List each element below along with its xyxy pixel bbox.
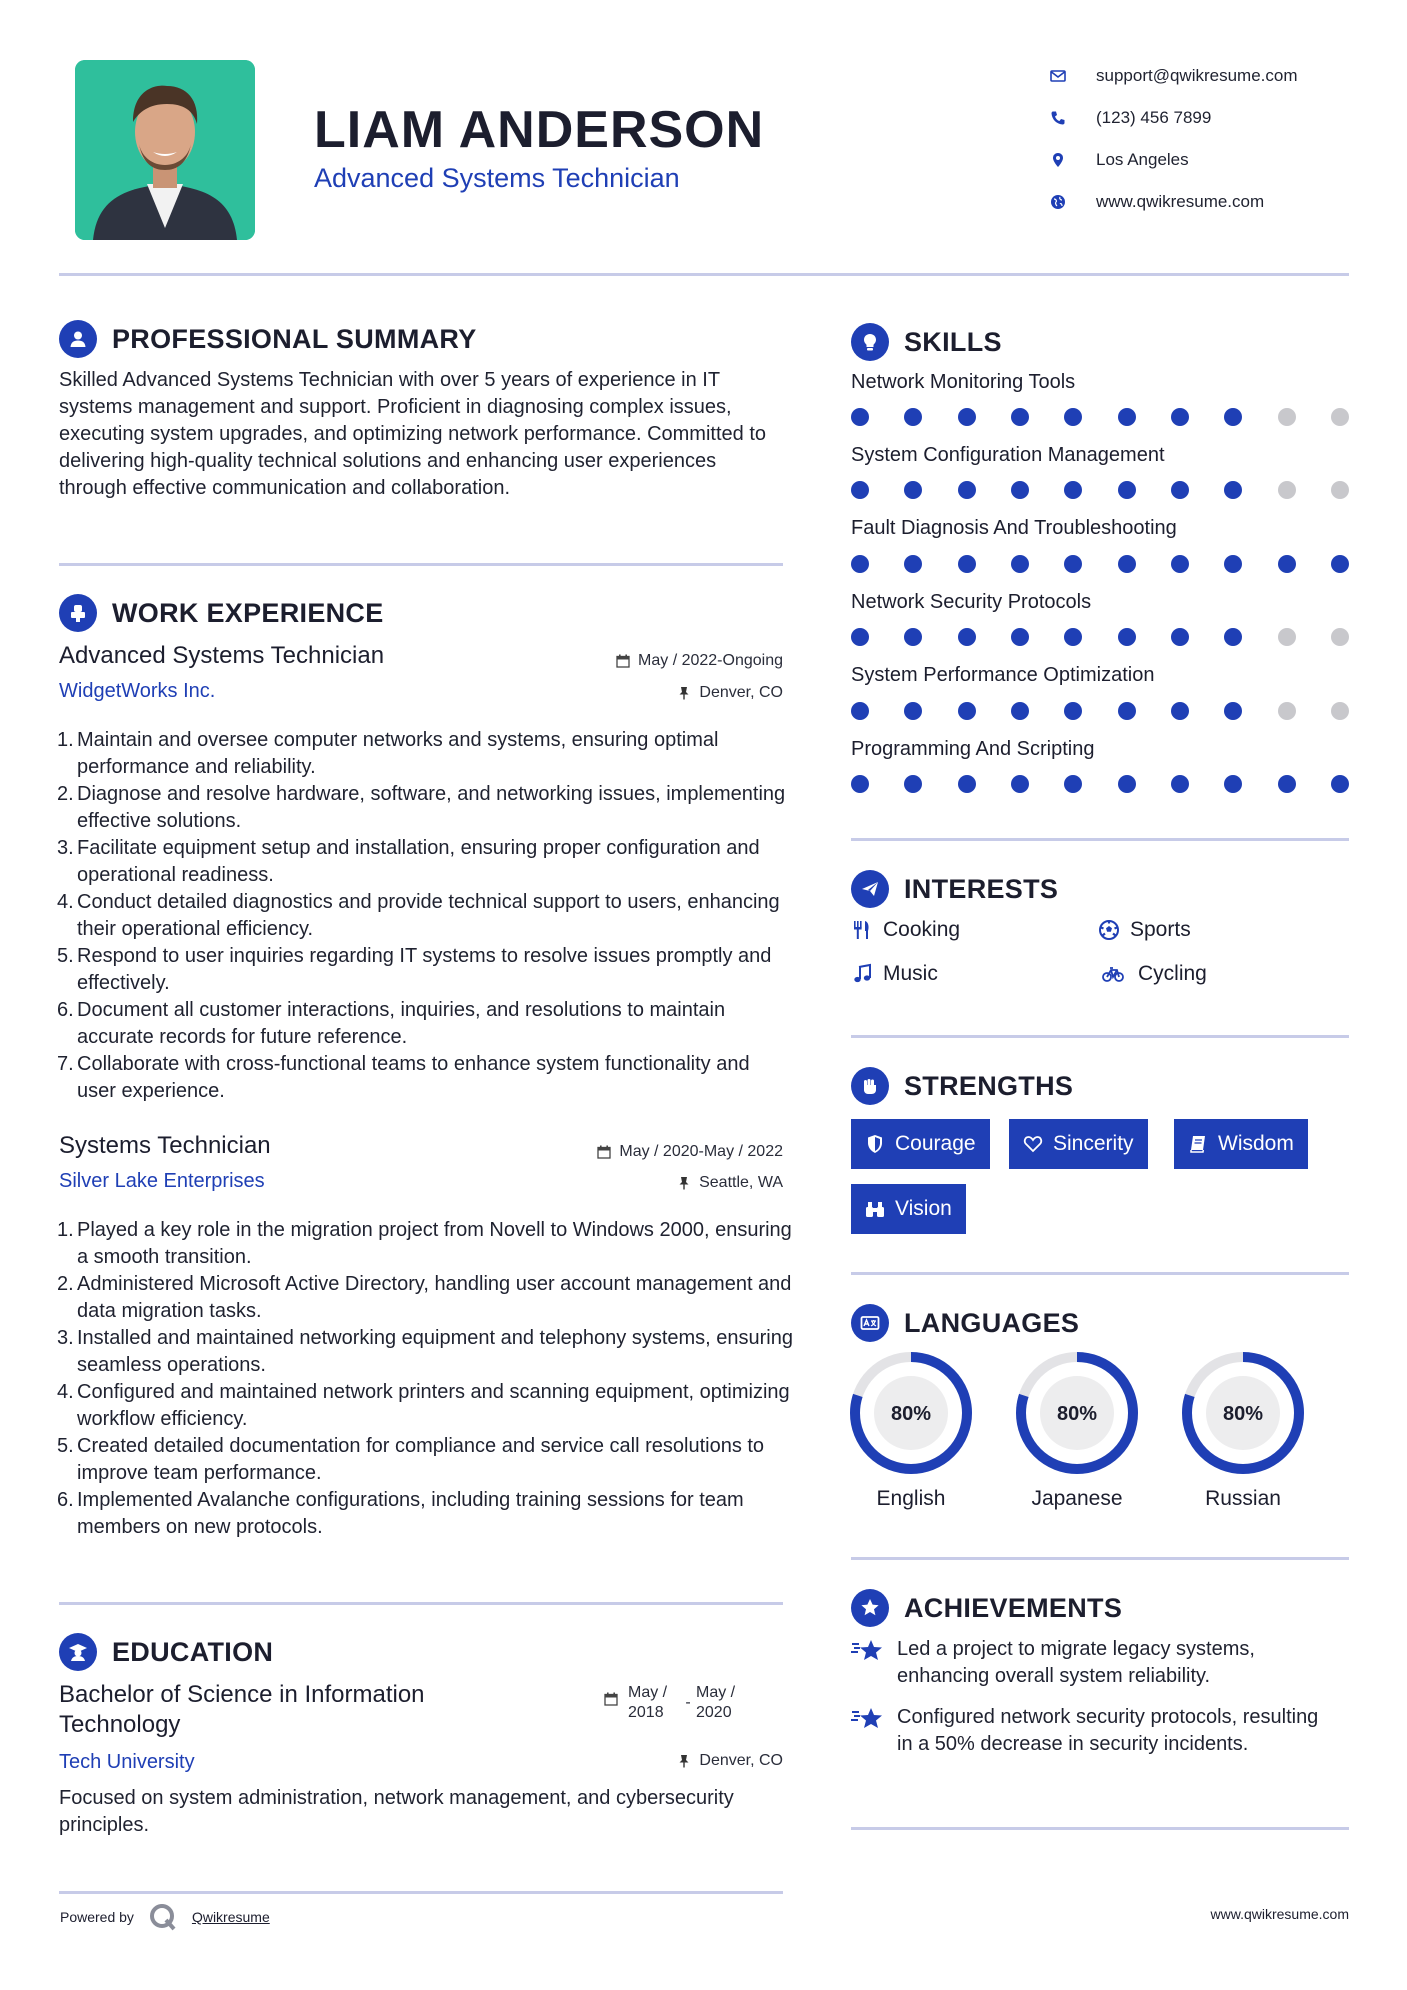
award-star-icon xyxy=(851,1589,889,1627)
candidate-name: LIAM ANDERSON xyxy=(314,101,765,159)
list-item: 1. Maintain and oversee computer networks and systems, ensuring optimal performance and reliability. xyxy=(57,729,719,778)
skill-dot-empty xyxy=(1278,481,1296,499)
education-description: Focused on system administration, network management, and cybersecurity principles. xyxy=(59,1787,734,1836)
language-1-name: English xyxy=(876,1487,946,1510)
interest-cycling: Cycling xyxy=(1098,962,1207,986)
skill-dot-filled xyxy=(958,702,976,720)
skill-dot-filled xyxy=(904,555,922,573)
pushpin-icon xyxy=(677,1754,691,1768)
achievement-2: Configured network security protocols, resulting in a 50% decrease in security incidents. xyxy=(851,1704,1331,1758)
skill-dot-filled xyxy=(1224,628,1242,646)
interests-title: INTERESTS xyxy=(904,873,1059,904)
contact-phone-text: (123) 456 7899 xyxy=(1096,108,1212,127)
skill-dot-filled xyxy=(1224,775,1242,793)
language-2-ring xyxy=(1015,1351,1139,1475)
skill-dot-filled xyxy=(1331,555,1349,573)
skill-dot-empty xyxy=(1331,408,1349,426)
work-title: WORK EXPERIENCE xyxy=(112,597,384,628)
job-2-title: Systems Technician xyxy=(59,1132,271,1159)
achievement-1: Led a project to migrate legacy systems, enhancing overall system reliability. xyxy=(851,1636,1331,1690)
skill-dot-filled xyxy=(851,775,869,793)
summary-divider xyxy=(59,563,783,566)
interest-cooking: Cooking xyxy=(851,918,960,942)
education-date-start: May / 2018 xyxy=(628,1684,668,1721)
skill-dot-filled xyxy=(1171,408,1189,426)
interest-sports: Sports xyxy=(1098,918,1191,942)
skill-dot-filled xyxy=(1171,481,1189,499)
skill-dot-empty xyxy=(1331,481,1349,499)
lightbulb-icon xyxy=(851,323,889,361)
skill-dot-filled xyxy=(1224,481,1242,499)
skill-dot-filled xyxy=(1118,775,1136,793)
skill-4-name: Network Security Protocols xyxy=(851,591,1092,613)
language-icon xyxy=(851,1304,889,1342)
list-item: 2. Administered Microsoft Active Directory, handling user account management and data migration tasks. xyxy=(57,1273,792,1322)
education-location xyxy=(677,1752,783,1770)
skill-dot-empty xyxy=(1331,628,1349,646)
languages-divider xyxy=(851,1557,1349,1560)
star-icon xyxy=(851,1636,885,1666)
powered-by-label: Powered by xyxy=(60,1909,134,1925)
list-item: 3. Facilitate equipment setup and installation, ensuring proper configuration and operational readiness. xyxy=(57,837,760,886)
skill-dot-empty xyxy=(1278,408,1296,426)
paper-plane-icon xyxy=(851,870,889,908)
list-item: 5. Respond to user inquiries regarding IT systems to resolve issues promptly and effectively. xyxy=(57,945,772,994)
job-2-date-text: May / 2020-May / 2022 xyxy=(619,1143,783,1160)
education-school: Tech University xyxy=(59,1751,195,1773)
skill-2-name: System Configuration Management xyxy=(851,444,1165,466)
skill-dot-filled xyxy=(1064,702,1082,720)
calendar-icon xyxy=(604,1692,618,1706)
book-icon xyxy=(1188,1134,1208,1154)
skill-dot-filled xyxy=(1224,408,1242,426)
language-1-percent: 80% xyxy=(890,1403,932,1425)
job-1-location-text: Denver, CO xyxy=(699,684,783,701)
pushpin-icon xyxy=(677,686,691,700)
job-2-company: Silver Lake Enterprises xyxy=(59,1170,265,1192)
footer-website[interactable]: www.qwikresume.com xyxy=(1210,1906,1349,1922)
job-1-title: Advanced Systems Technician xyxy=(59,642,385,669)
strength-wisdom: Wisdom xyxy=(1174,1119,1308,1169)
job-2-duties xyxy=(59,1217,794,1541)
phone-icon xyxy=(1050,110,1080,126)
user-icon xyxy=(59,320,97,358)
skill-dot-filled xyxy=(1171,628,1189,646)
job-1-company: WidgetWorks Inc. xyxy=(59,680,216,702)
strengths-title: STRENGTHS xyxy=(904,1070,1074,1101)
person-portrait-image xyxy=(75,60,255,240)
skill-dot-filled xyxy=(1011,628,1029,646)
utensils-icon xyxy=(851,919,873,941)
skill-dot-filled xyxy=(958,555,976,573)
skill-dot-filled xyxy=(1064,408,1082,426)
skill-dot-filled xyxy=(1011,555,1029,573)
skill-dot-filled xyxy=(851,555,869,573)
map-pin-icon xyxy=(1050,152,1080,168)
work-divider xyxy=(59,1602,783,1605)
bicycle-icon xyxy=(1098,963,1128,985)
skill-dot-filled xyxy=(1118,702,1136,720)
education-degree: Bachelor of Science in Information Technology xyxy=(59,1681,425,1738)
skill-dot-filled xyxy=(904,775,922,793)
skill-dot-filled xyxy=(851,628,869,646)
language-3-name: Russian xyxy=(1205,1487,1281,1510)
skill-dot-filled xyxy=(1011,702,1029,720)
summary-heading xyxy=(59,320,477,358)
briefcase-icon xyxy=(59,594,97,632)
skill-dot-filled xyxy=(1064,775,1082,793)
languages-title: LANGUAGES xyxy=(904,1307,1080,1338)
skill-4-rating xyxy=(851,628,1349,646)
education-dates xyxy=(604,1683,748,1723)
skill-6-rating xyxy=(851,775,1349,793)
footer-powered-by xyxy=(60,1902,270,1932)
skill-dot-filled xyxy=(1331,775,1349,793)
globe-icon xyxy=(1050,194,1080,210)
list-item: 5. Created detailed documentation for compliance and service call resolutions to improve team performance. xyxy=(57,1435,765,1484)
work-heading xyxy=(59,594,384,632)
skill-dot-empty xyxy=(1278,628,1296,646)
languages-heading xyxy=(851,1304,1079,1342)
contact-email-text: support@qwikresume.com xyxy=(1096,66,1298,85)
job-2-date xyxy=(597,1143,783,1161)
skill-dot-filled xyxy=(1064,628,1082,646)
list-item: 2. Diagnose and resolve hardware, software, and networking issues, implementing effective solutions. xyxy=(57,783,786,832)
summary-text: Skilled Advanced Systems Technician with over 5 years of experience in IT systems management and support. Proficient in diagnosing complex issues, executing system upgrades, and optimizing network performance. Committed to delivering high-quality technical solutions and enhancing user experiences through effective communication and collaboration. xyxy=(59,369,767,499)
education-date-end: May / 2020 xyxy=(696,1684,736,1721)
interest-music: Music xyxy=(851,962,938,986)
skill-6-name: Programming And Scripting xyxy=(851,738,1095,760)
job-1-date-text: May / 2022-Ongoing xyxy=(638,652,783,669)
profile-photo xyxy=(75,60,255,240)
binoculars-icon xyxy=(865,1199,885,1219)
skill-dot-filled xyxy=(904,628,922,646)
strength-sincerity: Sincerity xyxy=(1009,1119,1148,1169)
achievements-title: ACHIEVEMENTS xyxy=(904,1592,1123,1623)
calendar-icon xyxy=(597,1145,611,1159)
list-item: 4. Conduct detailed diagnostics and provide technical support to users, enhancing their operational efficiency. xyxy=(57,891,780,940)
list-item: 4. Configured and maintained network printers and scanning equipment, optimizing workflow efficiency. xyxy=(57,1381,790,1430)
skill-3-rating xyxy=(851,555,1349,573)
skill-dot-filled xyxy=(904,702,922,720)
contact-email[interactable] xyxy=(1050,55,1380,97)
interests-heading xyxy=(851,870,1058,908)
music-note-icon xyxy=(851,963,873,985)
list-item: 7. Collaborate with cross-functional teams to enhance system functionality and user experience. xyxy=(57,1053,750,1102)
skill-dot-filled xyxy=(1171,555,1189,573)
skill-dot-filled xyxy=(1118,481,1136,499)
skill-dot-filled xyxy=(904,481,922,499)
skill-dot-filled xyxy=(1171,702,1189,720)
list-item: 6. Document all customer interactions, inquiries, and resolutions to maintain accurate records for future reference. xyxy=(57,999,726,1048)
skill-dot-empty xyxy=(1331,702,1349,720)
skill-dot-filled xyxy=(1118,628,1136,646)
heart-icon xyxy=(1023,1134,1043,1154)
qwikresume-logo-icon xyxy=(148,1902,178,1932)
language-2-name: Japanese xyxy=(1031,1487,1123,1510)
job-1-location xyxy=(677,684,783,702)
skill-5-rating xyxy=(851,702,1349,720)
skill-dot-filled xyxy=(1118,555,1136,573)
skill-dot-filled xyxy=(958,408,976,426)
skill-dot-filled xyxy=(1278,775,1296,793)
skill-dot-filled xyxy=(1011,775,1029,793)
contact-phone[interactable] xyxy=(1050,97,1380,139)
candidate-role: Advanced Systems Technician xyxy=(314,163,680,193)
interests-divider xyxy=(851,1035,1349,1038)
skill-dot-filled xyxy=(1064,481,1082,499)
skill-5-name: System Performance Optimization xyxy=(851,664,1155,686)
graduate-icon xyxy=(59,1633,97,1671)
contact-location-text: Los Angeles xyxy=(1096,150,1189,169)
strength-vision: Vision xyxy=(851,1184,966,1234)
star-icon xyxy=(851,1704,885,1734)
language-3-ring xyxy=(1181,1351,1305,1475)
skill-dot-filled xyxy=(1171,775,1189,793)
strengths-heading xyxy=(851,1067,1073,1105)
skill-dot-filled xyxy=(1224,702,1242,720)
skills-heading xyxy=(851,323,1002,361)
language-3-percent: 80% xyxy=(1222,1403,1264,1425)
shield-icon xyxy=(865,1134,885,1154)
skill-dot-filled xyxy=(1011,481,1029,499)
skill-dot-filled xyxy=(851,481,869,499)
job-1-duties xyxy=(59,727,794,1105)
skill-dot-filled xyxy=(851,702,869,720)
achievements-heading xyxy=(851,1589,1122,1627)
achievements-divider xyxy=(851,1827,1349,1830)
skills-divider xyxy=(851,838,1349,841)
skill-dot-filled xyxy=(1011,408,1029,426)
header-divider xyxy=(59,273,1349,276)
skill-2-rating xyxy=(851,481,1349,499)
strengths-divider xyxy=(851,1272,1349,1275)
strength-courage: Courage xyxy=(851,1119,990,1169)
skill-dot-filled xyxy=(958,775,976,793)
skill-dot-filled xyxy=(958,628,976,646)
soccer-ball-icon xyxy=(1098,919,1120,941)
list-item: 3. Installed and maintained networking equipment and telephony systems, ensuring seamless operations. xyxy=(57,1327,793,1376)
contact-website-text: www.qwikresume.com xyxy=(1096,192,1265,211)
skills-title: SKILLS xyxy=(904,326,1002,357)
contact-website[interactable] xyxy=(1050,181,1380,223)
pushpin-icon xyxy=(677,1176,691,1190)
skill-dot-empty xyxy=(1278,702,1296,720)
skill-dot-filled xyxy=(1278,555,1296,573)
job-2-location xyxy=(677,1174,783,1192)
list-item: 1. Played a key role in the migration project from Novell to Windows 2000, ensuring a smooth transition. xyxy=(57,1219,792,1268)
contact-location xyxy=(1050,139,1380,181)
education-divider xyxy=(59,1891,783,1894)
education-location-text: Denver, CO xyxy=(699,1752,783,1769)
education-heading xyxy=(59,1633,273,1671)
skill-dot-filled xyxy=(958,481,976,499)
skill-dot-filled xyxy=(851,408,869,426)
language-1-ring xyxy=(849,1351,973,1475)
language-2-percent: 80% xyxy=(1056,1403,1098,1425)
list-item: 6. Implemented Avalanche configurations, including training sessions for team members on new protocols. xyxy=(57,1489,744,1538)
job-2-location-text: Seattle, WA xyxy=(699,1174,783,1191)
skill-dot-filled xyxy=(1224,555,1242,573)
education-date-separator: - xyxy=(685,1694,691,1711)
qwikresume-link[interactable]: Qwikresume xyxy=(191,1909,270,1925)
job-1-date xyxy=(616,652,783,670)
summary-title: PROFESSIONAL SUMMARY xyxy=(112,323,477,354)
contact-block xyxy=(1050,55,1380,223)
education-title: EDUCATION xyxy=(112,1636,274,1667)
calendar-icon xyxy=(616,654,630,668)
skill-dot-filled xyxy=(1118,408,1136,426)
skill-dot-filled xyxy=(1064,555,1082,573)
fist-icon xyxy=(851,1067,889,1105)
envelope-icon xyxy=(1050,68,1080,84)
skill-1-name: Network Monitoring Tools xyxy=(851,371,1076,393)
skill-1-rating xyxy=(851,408,1349,426)
skill-dot-filled xyxy=(904,408,922,426)
skill-3-name: Fault Diagnosis And Troubleshooting xyxy=(851,517,1177,539)
